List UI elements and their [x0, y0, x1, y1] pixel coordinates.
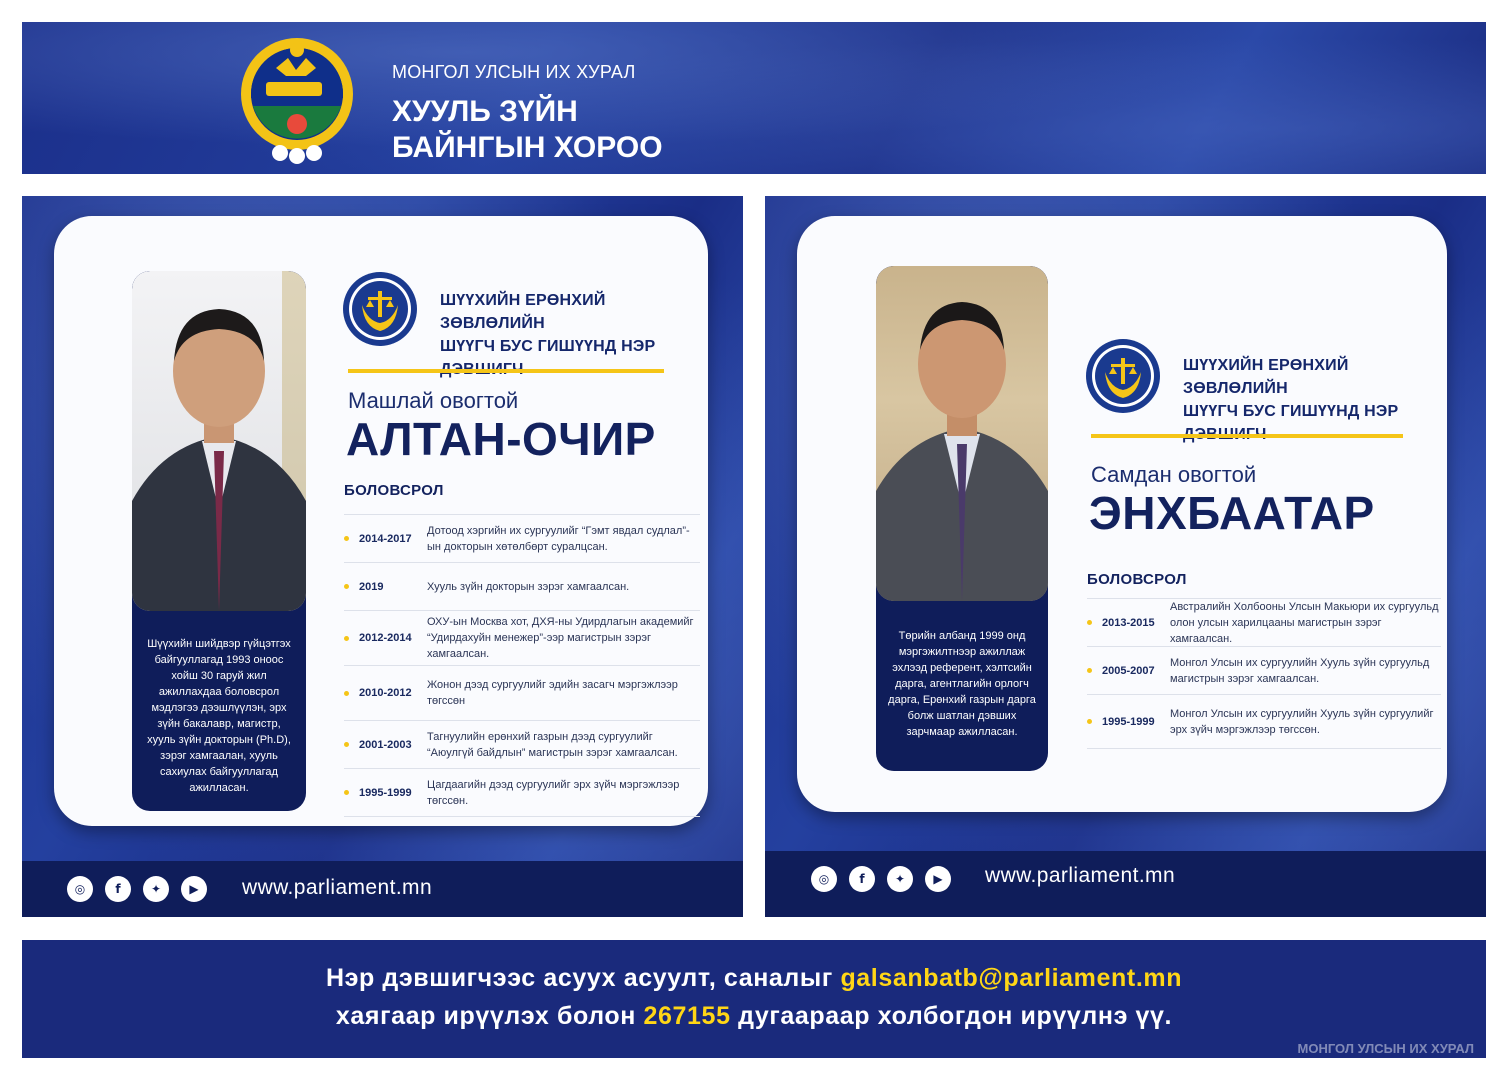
candidate-name: АЛТАН-ОЧИР [346, 413, 656, 465]
portrait-icon [876, 266, 1048, 601]
bullet-icon [344, 790, 349, 795]
education-desc: Австралийн Холбооны Улсын Макьюри их сургуульд олон улсын харилцааны магистрын зэрэг хамгаалсан. [1170, 600, 1439, 645]
header-banner [22, 22, 1486, 174]
contact-phone: 267155 [643, 1002, 731, 1030]
bullet-icon [1087, 620, 1092, 625]
website-link[interactable]: www.parliament.mn [242, 876, 433, 899]
candidate-patronym: Машлай овогтой [348, 388, 519, 413]
education-years: 2013-2015 [1102, 616, 1155, 629]
website-link[interactable]: www.parliament.mn [985, 864, 1176, 887]
committee-title-line2: БАЙНГЫН ХОРОО [392, 131, 663, 164]
contact-text: Нэр дэвшигчээс асуух асуулт, саналыг [325, 964, 841, 992]
facebook-icon[interactable]: f [105, 876, 131, 902]
social-links [811, 866, 951, 892]
candidate-panel [797, 216, 1447, 812]
candidate-heading [440, 289, 708, 381]
candidate-patronym: Самдан овогтой [1091, 462, 1257, 487]
twitter-icon[interactable]: ✦ [143, 876, 169, 902]
card-footer [22, 861, 743, 917]
watermark: МОНГОЛ УЛСЫН ИХ ХУРАЛ [1297, 1041, 1474, 1056]
candidate-card-2 [765, 196, 1486, 917]
education-desc: Тагнуулийн ерөнхий газрын дээд сургуулийг “Аюулгүй байдлын” магистрын зэрэг хамгаалсан. [427, 730, 678, 759]
bullet-icon [344, 636, 349, 641]
education-heading: БОЛОВСРОЛ [1087, 571, 1187, 588]
education-years: 2001-2003 [359, 738, 412, 751]
state-emblem-icon [236, 28, 358, 170]
instagram-icon[interactable]: ◎ [811, 866, 837, 892]
candidate-bio: Төрийн албанд 1999 онд мэргэжилтнээр ажиллаж эхлээд референт, хэлтсийн дарга, агентлагийн орлогч дарга, Ерөнхий газрын дарга болж шатлан дэвших зарчмаар ажилласан. [888, 630, 1036, 738]
education-desc: Монгол Улсын их сургуулийн Хууль зүйн сургуульд магистрын зэрэг хамгаалсан. [1170, 656, 1430, 685]
yellow-divider [1091, 434, 1403, 438]
candidate-heading-line2: ШҮҮГЧ БУС ГИШҮҮНД НЭР [440, 338, 656, 355]
candidate-photo [132, 271, 306, 611]
education-years: 2014-2017 [359, 532, 412, 545]
portrait-icon [132, 271, 306, 611]
instagram-icon[interactable]: ◎ [67, 876, 93, 902]
education-desc: Жонон дээд сургуулийг эдийн засагч мэргэжлээр төгссөн [427, 679, 678, 707]
education-years: 1995-1999 [1102, 715, 1155, 728]
photo-column [132, 271, 306, 811]
education-item [344, 514, 700, 562]
education-list [344, 514, 700, 817]
social-links [67, 876, 207, 902]
bullet-icon [344, 584, 349, 589]
org-name: МОНГОЛ УЛСЫН ИХ ХУРАЛ [392, 62, 636, 82]
education-item [1087, 646, 1441, 694]
youtube-icon[interactable]: ▶ [181, 876, 207, 902]
education-list [1087, 598, 1441, 749]
education-item [344, 768, 700, 816]
committee-title [392, 94, 663, 166]
contact-text: дугаараар холбогдон ирүүлнэ үү. [730, 1002, 1173, 1030]
education-years: 1995-1999 [359, 786, 412, 799]
committee-title-line1: ХУУЛЬ ЗҮЙН [392, 95, 578, 128]
education-item [344, 720, 700, 768]
education-desc: Дотоод хэргийн их сургуулийг “Гэмт явдал судлал”-ын докторын хөтөлбөрт суралцсан. [427, 524, 690, 553]
card-footer [765, 851, 1486, 917]
contact-text: хаягаар ирүүлэх болон [335, 1002, 644, 1030]
bullet-icon [344, 742, 349, 747]
candidate-heading-line1: ШҮҮХИЙН ЕРӨНХИЙ ЗӨВЛӨЛИЙН [440, 292, 606, 332]
education-item [344, 610, 700, 665]
candidate-heading [1183, 354, 1447, 446]
education-years: 2005-2007 [1102, 664, 1155, 677]
education-years: 2010-2012 [359, 687, 412, 699]
bullet-icon [344, 536, 349, 541]
facebook-icon[interactable]: f [849, 866, 875, 892]
candidate-name: ЭНХБААТАР [1089, 487, 1375, 539]
education-heading: БОЛОВСРОЛ [344, 482, 444, 499]
candidate-photo [876, 266, 1048, 601]
youtube-icon[interactable]: ▶ [925, 866, 951, 892]
education-item [344, 665, 700, 720]
judicial-council-logo-icon [342, 271, 418, 347]
candidate-bio: Шүүхийн шийдвэр гүйцэтгэх байгууллагад 1993 оноос хойш 30 гаруй жил ажиллахдаа боловсрол мэдлэгээ дээшлүүлэн, эрх зүйн бакалавр, магистр, хууль зүйн докторын (Ph.D), зэрэг хамгаалан, хууль сахиулах байгууллагад ажилласан. [147, 638, 291, 794]
candidate-card-1 [22, 196, 743, 917]
photo-column [876, 266, 1048, 771]
list-divider [1087, 748, 1441, 749]
education-desc: ОХУ-ын Москва хот, ДХЯ-ны Удирдлагын академийг “Удирдахуйн менежер”-ээр магистрын зэрэг хамгаалсан. [427, 616, 694, 660]
contact-line2 [22, 1002, 1486, 1031]
education-item [344, 562, 700, 610]
candidate-panel [54, 216, 708, 826]
education-desc: Цагдаагийн дээд сургуулийг эрх зүйч мэргэжлээр төгссөн. [427, 778, 680, 807]
list-divider [344, 816, 700, 817]
yellow-divider [348, 369, 664, 373]
contact-line1 [22, 964, 1486, 993]
education-desc: Хууль зүйн докторын зэрэг хамгаалсан. [427, 580, 630, 593]
candidate-heading-line1: ШҮҮХИЙН ЕРӨНХИЙ ЗӨВЛӨЛИЙН [1183, 357, 1349, 397]
bullet-icon [344, 691, 349, 696]
judicial-council-logo-icon [1085, 338, 1161, 414]
education-item [1087, 598, 1441, 646]
bullet-icon [1087, 719, 1092, 724]
bullet-icon [1087, 668, 1092, 673]
education-item [1087, 694, 1441, 748]
education-years: 2019 [359, 580, 384, 593]
education-years: 2012-2014 [359, 632, 412, 644]
twitter-icon[interactable]: ✦ [887, 866, 913, 892]
education-desc: Монгол Улсын их сургуулийн Хууль зүйн сургуулийг эрх зүйч мэргэжлээр төгссөн. [1170, 707, 1434, 736]
contact-banner [22, 940, 1486, 1058]
contact-email[interactable]: galsanbatb@parliament.mn [840, 964, 1183, 992]
candidate-heading-line2: ШҮҮГЧ БУС ГИШҮҮНД НЭР [1183, 403, 1399, 420]
